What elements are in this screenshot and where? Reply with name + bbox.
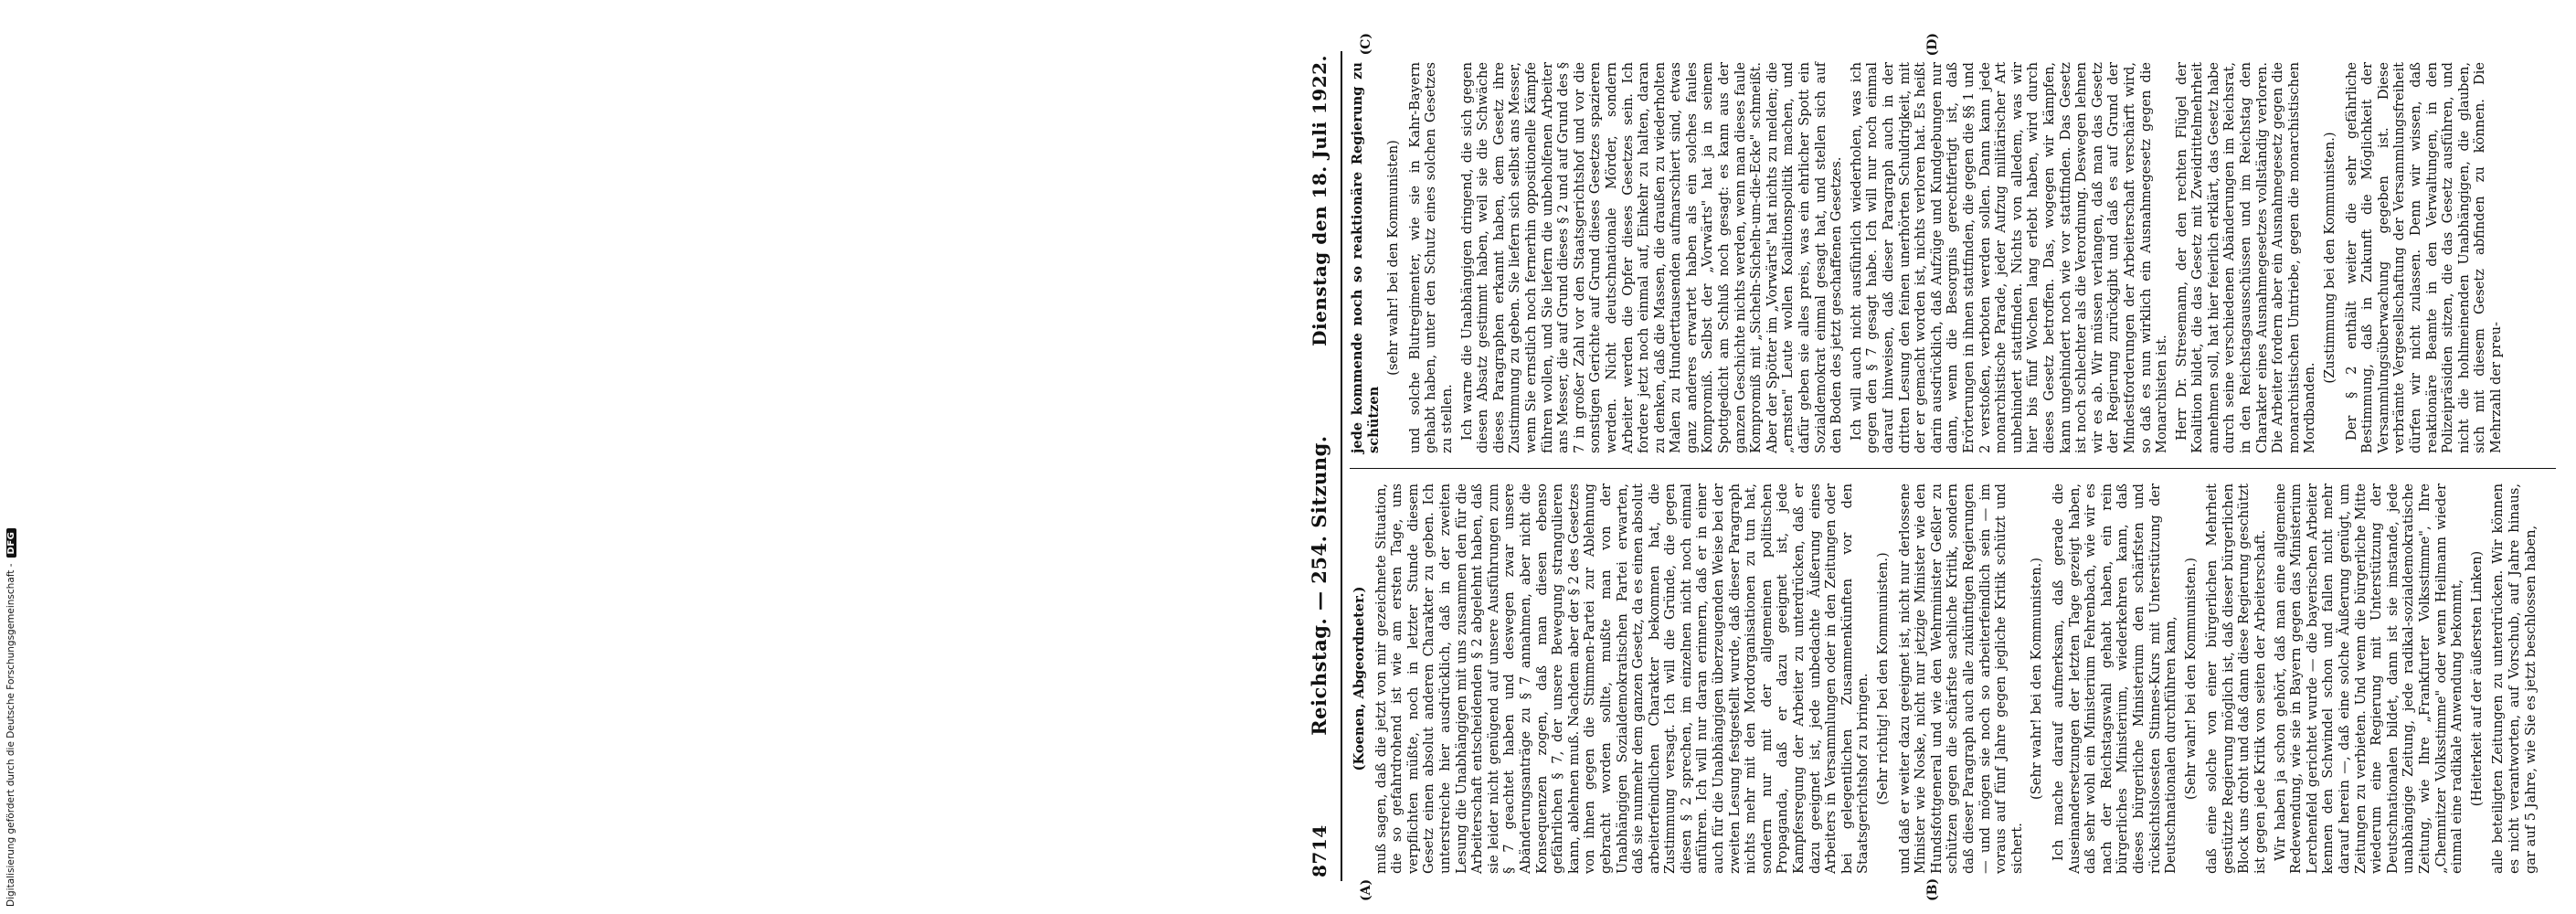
paragraph: und solche Blutregimenter, wie sie in Kahr-Bayern gehabt haben, unter den Schutz eines solchen Gesetzes zu stellen. — [1406, 62, 1455, 453]
paragraph: jede kommende noch so reaktionäre Regierung zu schützen — [1350, 62, 1382, 453]
remark: (Heiterkeit auf der äußersten Linken) — [2468, 550, 2485, 807]
paragraph: Ich mache darauf aufmerksam, daß gerade die Auseinandersetzungen der letzten Tage gezeigt haben, daß sehr wohl ein Ministerium Fehrenbach, wie wir es nach der Reichstagswahl gehabt haben, ein rein bürgerliches Ministerium, wiederkehren kann, daß dieses bürgerliche Ministerium den schärfsten und rücksichtslosesten Stinnes-Kurs mit Unterstützung der Deutschnationalen durchführen kann, — [2050, 484, 2179, 874]
remark: (Zustimmung bei den Kommunisten.) — [2322, 132, 2338, 384]
credit-text: Digitalisierung gefördert durch die Deutsche Forschungsgemeinschaft - — [5, 563, 16, 907]
remark: (Sehr wahr! bei den Kommunisten.) — [2029, 558, 2045, 800]
paragraph: alle beteiligten Zeitungen zu unterdrücken. Wir können es nicht verantworten, auf Vorschub, auf Jahre hinaus, gar auf 5 Jahre, wie Sie es jetzt beschlossen haben, — [2490, 484, 2539, 874]
document-page — [1293, 27, 2576, 905]
remark: (Sehr wahr! bei den Kommunisten.) — [2182, 558, 2199, 800]
marker-a: (A) — [1359, 878, 1373, 901]
paragraph: Wir haben ja schon gehört, daß man eine allgemeine Redewendung, wie sie in Bayern gegen das Ministerium Lerchenfeld gerichtet wurde — die bayerischen Arbeiter kennen den Schwindel schon und fallen nicht mehr darauf herein —, daß eine solche Äußerung genügt, um Zeitungen zu verbieten. Und wenn die bürgerliche Mitte wiederum eine Regierung mit Unterstützung der Deutschnationalen bildet, dann ist sie imstande, jede unabhängige Zeitung, jede radikal-sozialdemokratische Zeitung, wie Ihre „Frankfurter Volksstimme", Ihre „Chemnitzer Volksstimme" oder wenn Heilmann wieder einmal eine radikale Anwendung bekommt, — [2272, 484, 2465, 874]
marker-c: (C) — [1359, 33, 1373, 56]
dfg-logo: DFG — [6, 528, 16, 558]
paragraph: daß eine solche von einer bürgerlichen Mehrheit gestützte Regierung möglich ist, daß dieser bürgerlichen Block uns droht und daß dann diese Regierung geschützt ist gegen jede Kritik von seiten der Arbeiterschaft. — [2204, 484, 2269, 874]
digitization-credit — [2, 0, 20, 914]
marker-b: (B) — [1925, 877, 1940, 901]
paragraph: Herr Dr. Stresemann, der den rechten Flügel der Koalition bildet, die das Gesetz mit Zweidrittelmehrheit annehmen soll, hat hier feierlich erklärt, das Gesetz habe durch seine verschiedenen Abänderungen im Reichsrat, in den Reichstagsausschüssen und im Reichstag den Charakter eines Ausnahmegesetzes vollständig verloren. Die Arbeiter fordern aber ein Ausnahmegesetz gegen die monarchistischen Umtriebe, gegen die monarchistischen Mordbanden. — [2173, 62, 2318, 453]
paragraph: Ich will auch nicht ausführlich wiederholen, was ich gegen den § 7 gesagt habe. Ich will nur noch einmal darauf hinweisen, daß dieser Paragraph auch in der dritten Lesung den feinen unerhörten Schuldrigkeit, mit der er gemacht worden ist, nichts verloren hat. Es heißt darin ausdrücklich, daß Aufzüge und Kundgebungen nur dann, wenn die Besorgnis gerechtfertigt ist, daß Erörterungen in ihnen stattfinden, die gegen die §§ 1 und 2 verstoßen, verboten werden sollen. Dann kann jede monarchistische Parade, jeder Aufzug militärischer Art unbehindert stattfinden. Nichts von alledem, was wir hier bis fünf Wochen lang erlebt haben, wird durch dieses Gesetz betroffen. Das, wogegen wir kämpfen, kann ungehindert noch wie vor stattfinden. Das Gesetz ist noch schlechter als die Verordnung. Deswegen lehnen wir es ab. Wir müssen verlangen, daß man das Gesetz der Regierung zurückgibt und daß es auf Grund der Mindestforderungen der Arbeiterschaft verschärft wird, so daß es nun wirklich ein Ausnahmegesetz gegen die Monarchisten ist. — [1848, 62, 2170, 453]
page-header — [1308, 51, 1339, 881]
remark: (Sehr richtig! bei den Kommunisten.) — [1875, 552, 1891, 805]
page-date: Dienstag den 18. Juli 1922. — [1309, 55, 1330, 346]
page-number: 8714 — [1309, 824, 1330, 877]
speaker-label: (Koenen, Abgeordneter.) — [1352, 586, 1367, 771]
paragraph: muß sagen, daß die jetzt von mir gezeichnete Situation, die so gefahrdrohend ist wie am ersten Tage, uns verpflichten müßte, noch in letzter Stunde diesem Gesetz einen absolut anderen Charakter zu geben. Ich unterstreiche hier ausdrücklich, daß in der zweiten Lesung die Unabhängigen mit uns zusammen den für die Arbeiterschaft entscheidenden § 2 abgelehnt haben, daß sie leider nicht genügend auf unsere Ausführungen zum § 7 geachtet haben und deswegen zwar unsere Abänderungsanträge zu § 7 annahmen, aber nicht die Konsequenzen zogen, daß man diesen ebenso gefährlichen § 7, der unsere Bewegung strangulieren kann, ablehnen muß. Nachdem aber der § 2 des Gesetzes von ihnen gegen die Stimmen-Partei zur Ablehnung gebracht worden sollte, mußte man von der Unabhängigen Sozialdemokratischen Partei erwarten, daß sie nunmehr dem ganzen Gesetz, da es einen absolut arbeiterfeindlichen Charakter bekommen hat, die Zustimmung versagt. Ich will die Gründe, die gegen diesen § 2 sprechen, im einzelnen nicht noch einmal anführen. Ich will nur daran erinnern, daß er in einer auch für die Unabhängigen überzeugenden Weise bei der zweiten Lesung festgestellt wurde, daß dieser Paragraph nichts mehr mit den Mordorganisationen zu tun hat, sondern nur mit der allgemeinen politischen Propaganda, daß er dazu geeignet ist, jede Kampfesregung der Arbeiter zu unterdrücken, daß er dazu geeignet ist, jede unbedachte Äußerung eines Arbeiters in Versammlungen oder in den Zeitungen oder bei gelegentlichen Zusammenkünften vor den Staatsgerichtshof zu bringen. — [1373, 484, 1871, 874]
text-columns — [1350, 33, 2556, 901]
left-column — [1350, 468, 2556, 901]
paragraph: und daß er weiter dazu geeignet ist, nicht nur derlossene Minister wie Noske, nicht nur jetzige Minister wie den Hundsfottgeneral und wie den Wehrminister Geßler zu schützen gegen die schärfste sachliche Kritik, sondern daß dieser Paragraph auch alle zukünftigen Regierungen — und mögen sie noch so arbeiterfeindlich sein — im voraus auf fünf Jahre gegen jegliche Kritik schützt und sichert. — [1896, 484, 2025, 874]
paragraph: Der § 2 enthält weiter die sehr gefährliche Bestimmung, daß in Zukunft die Möglichkeit der Versammlungsüberwachung gegeben ist. Diese verbrämte Vergesellschaftung der Versammlungsfreiheit dürfen wir nicht zulassen. Denn wir wissen, daß reaktionäre Beamte in den Verwaltungen, in den Polizeipräsidien sitzen, die das Gesetz ausführen, und nicht die hohlmeinenden Unabhängigen, die glauben, sich mit diesem Gesetz abfinden zu können. Die Mehrzahl der preu- — [2343, 62, 2504, 453]
right-column — [1350, 33, 2556, 468]
paragraph: Ich warne die Unabhängigen dringend, die sich gegen diesen Absatz gestimmt haben, weil sie die Schwäche dieses Paragraphen erkannt haben, dem Gesetz ihre Zustimmung zu geben. Sie liefern sich selbst ans Messer, wenn Sie ernstlich noch fernerhin oppositionelle Kämpfe führen wollen, und Sie liefern die unbeholfenen Arbeiter ans Messer, die auf Grund dieses § 2 und auf Grund des § 7 in großer Zahl vor den Staatsgerichtshof und vor die sonstigen Gerichte auf Grund dieses Gesetzes spazieren werden. Nicht deutschnationale Mörder, sondern Arbeiter werden die Opfer dieses Gesetzes sein. Ich fordere jetzt noch einmal auf, Einkehr zu halten, daran zu denken, daß die Massen, die draußen zu wiederholten Malen zu Hunderttausenden aufmarschiert sind, etwas ganz anderes erwartet haben als ein solches faules Kompromiß. Selbst der „Vorwärts" hat ja in seinem Spottgedicht am Schluß noch gesagt: es kann aus der ganzen Geschichte nichts werden, wenn man dieses faule Kompromiß mit „Sicheln-Sicheln-um-die-Ecke" schmeißt. Aber der Spötter im „Vorwärts" hat nichts zu melden; die „ernsten" Leute wollen Koalitionspolitik machen, und dafür geben sie alles preis, was ein ehrlicher Spott ein Sozialdemokrat einmal gesagt hat, und stellen sich auf den Boden des jetzt geschaffenen Gesetzes. — [1458, 62, 1845, 453]
remark: (sehr wahr! bei den Kommunisten) — [1385, 140, 1402, 376]
marker-d: (D) — [1925, 33, 1940, 57]
page-title: Reichstag. — 254. Sitzung. — [1308, 435, 1330, 736]
header-rule — [1341, 51, 1342, 881]
